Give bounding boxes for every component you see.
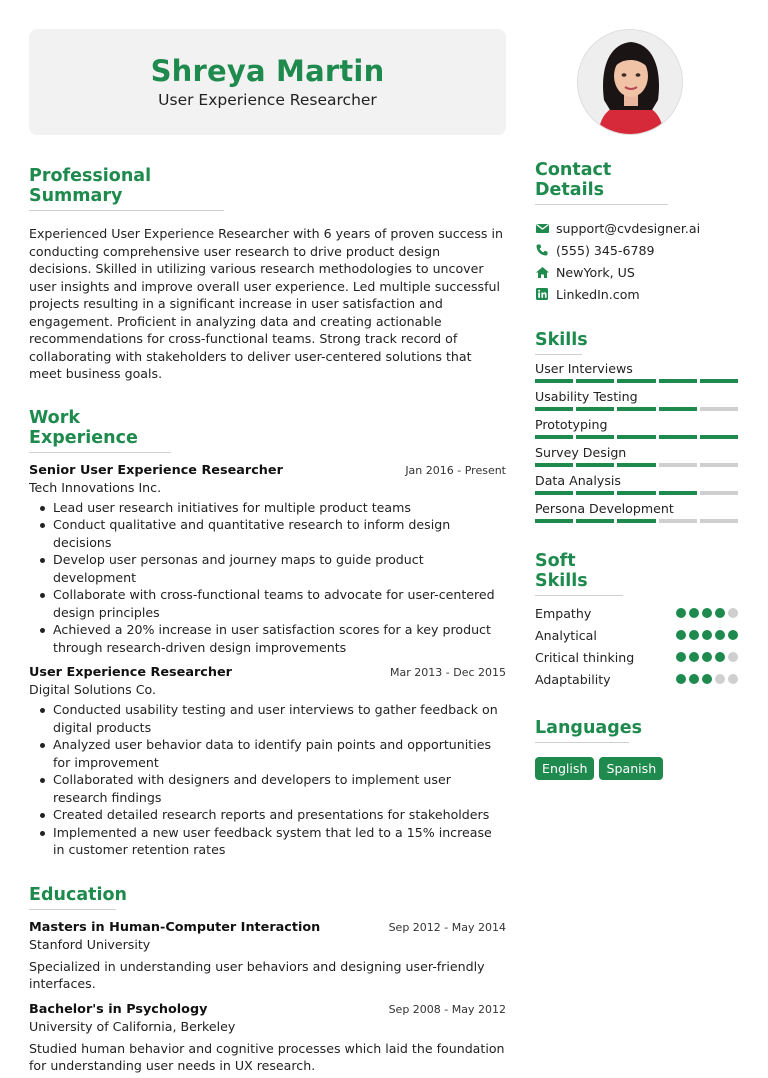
rating-dot-empty (728, 652, 738, 662)
education-degree: Bachelor's in Psychology (29, 1001, 208, 1017)
skill-segment-filled (535, 491, 573, 495)
language-badge: Spanish (599, 757, 663, 780)
skill-segment-filled (659, 435, 697, 439)
candidate-name: Shreya Martin (150, 54, 385, 88)
skill-segment-filled (576, 407, 614, 411)
rating-dot-filled (676, 674, 686, 684)
skill-segment-filled (576, 435, 614, 439)
contact-email-text[interactable]: support@cvdesigner.ai (556, 220, 701, 236)
skill-item (535, 417, 738, 439)
education-school: University of California, Berkeley (29, 1018, 236, 1034)
skill-name: Persona Development (535, 501, 674, 516)
rating-dot-filled (689, 674, 699, 684)
education-school: Stanford University (29, 936, 151, 952)
contact-heading: Contact Details (535, 160, 668, 205)
job-dates: Mar 2013 - Dec 2015 (390, 666, 506, 679)
contact-location-text: NewYork, US (556, 264, 635, 280)
linkedin-icon (535, 287, 549, 301)
skill-name: Usability Testing (535, 389, 638, 404)
contact-linkedin (535, 283, 738, 305)
skills-list (535, 361, 738, 523)
job-bullet: Collaborated with designers and developers to implement user research findings (29, 771, 506, 806)
job-bullet: Lead user research initiatives for multiple product teams (29, 499, 506, 517)
soft-skill-name: Empathy (535, 605, 592, 621)
skill-item (535, 501, 738, 523)
contact-list (535, 217, 738, 305)
skill-segment-filled (700, 435, 738, 439)
job-company: Digital Solutions Co. (29, 682, 156, 697)
skill-segment-filled (576, 491, 614, 495)
rating-dot-filled (715, 630, 725, 640)
skill-item (535, 389, 738, 411)
job-bullet: Conducted usability testing and user interviews to gather feedback on digital products (29, 701, 506, 736)
languages-heading: Languages (535, 718, 629, 743)
skill-level-bar (535, 379, 738, 383)
job-dates: Jan 2016 - Present (405, 463, 506, 477)
soft-skill-name: Critical thinking (535, 649, 635, 665)
skill-segment-filled (535, 519, 573, 523)
skill-level-bar (535, 435, 738, 439)
soft-skill-item (535, 624, 738, 646)
rating-dot-filled (702, 630, 712, 640)
soft-skills-heading: Soft Skills (535, 551, 623, 596)
sidebar-column (535, 160, 738, 780)
job-bullet: Develop user personas and journey maps to guide product development (29, 551, 506, 586)
header-box (29, 29, 506, 135)
job-entry (29, 665, 506, 859)
experience-heading: Work Experience (29, 408, 171, 453)
skill-segment-empty (700, 463, 738, 467)
skill-segment-empty (700, 491, 738, 495)
job-bullet: Achieved a 20% increase in user satisfaction scores for a key product through research-driven design improvements (29, 621, 506, 656)
rating-dot-filled (689, 608, 699, 618)
skill-segment-empty (659, 463, 697, 467)
soft-skill-rating (676, 652, 738, 662)
contact-location (535, 261, 738, 283)
profile-photo (577, 29, 683, 135)
skill-segment-filled (659, 407, 697, 411)
contact-phone-text[interactable]: (555) 345-6789 (556, 242, 655, 258)
education-dates: Sep 2008 - May 2012 (388, 1002, 506, 1016)
soft-skill-item (535, 668, 738, 690)
skill-segment-empty (700, 407, 738, 411)
skill-segment-filled (617, 407, 655, 411)
rating-dot-filled (702, 674, 712, 684)
rating-dot-filled (715, 652, 725, 662)
soft-skill-rating (676, 630, 738, 640)
soft-skill-rating (676, 608, 738, 618)
skill-name: User Interviews (535, 361, 633, 376)
skill-segment-filled (617, 379, 655, 383)
candidate-title: User Experience Researcher (158, 91, 377, 109)
summary-text: Experienced User Experience Researcher with 6 years of proven success in conducting comprehensive user research to drive product design decisions. Skilled in utilizing various research methodologies to uncover user insights and improve overall user experience. Led multiple successful projects resulting in a significant increase in user satisfaction and engagement. Proficient in analyzing data and creating actionable recommendations for cross-functional teams. Strong track record of collaborating with stakeholders to deliver user-centered solutions that meet business goals. (29, 226, 503, 381)
skill-name: Data Analysis (535, 473, 621, 488)
rating-dot-filled (676, 630, 686, 640)
skill-segment-filled (535, 435, 573, 439)
skill-segment-filled (617, 519, 655, 523)
rating-dot-filled (676, 608, 686, 618)
soft-skills-list (535, 602, 738, 690)
skill-segment-filled (535, 407, 573, 411)
skill-segment-filled (617, 435, 655, 439)
skill-segment-filled (659, 379, 697, 383)
job-entry (29, 463, 506, 657)
rating-dot-empty (728, 608, 738, 618)
rating-dot-filled (702, 608, 712, 618)
skill-segment-filled (535, 463, 573, 467)
soft-skill-name: Analytical (535, 627, 597, 643)
email-icon (535, 221, 549, 235)
job-bullet: Created detailed research reports and presentations for stakeholders (29, 806, 506, 824)
skill-item (535, 361, 738, 383)
contact-phone (535, 239, 738, 261)
rating-dot-filled (676, 652, 686, 662)
job-bullet: Implemented a new user feedback system that led to a 15% increase in customer retention rates (29, 824, 506, 859)
skill-item (535, 445, 738, 467)
skill-level-bar (535, 463, 738, 467)
skill-segment-filled (700, 379, 738, 383)
education-degree: Masters in Human-Computer Interaction (29, 919, 321, 935)
education-description: Studied human behavior and cognitive processes which laid the foundation for understanding user needs in UX research. (29, 1040, 505, 1073)
summary-heading: Professional Summary (29, 166, 224, 211)
rating-dot-filled (728, 630, 738, 640)
job-company: Tech Innovations Inc. (29, 479, 162, 495)
skill-name: Survey Design (535, 445, 627, 460)
contact-linkedin-text[interactable]: LinkedIn.com (556, 286, 640, 302)
skill-segment-filled (617, 463, 655, 467)
rating-dot-filled (689, 630, 699, 640)
job-bullet: Collaborate with cross-functional teams to advocate for user-centered design principles (29, 586, 506, 621)
skill-segment-filled (576, 379, 614, 383)
education-dates: Sep 2012 - May 2014 (388, 920, 506, 934)
skills-heading: Skills (535, 330, 582, 355)
education-entry (29, 920, 506, 993)
phone-icon (535, 243, 549, 257)
contact-email (535, 217, 738, 239)
skill-level-bar (535, 519, 738, 523)
job-role: User Experience Researcher (29, 665, 232, 680)
skill-segment-filled (659, 491, 697, 495)
rating-dot-filled (689, 652, 699, 662)
skill-item (535, 473, 738, 495)
rating-dot-filled (715, 608, 725, 618)
soft-skill-name: Adaptability (535, 671, 611, 687)
job-bullets (29, 499, 506, 657)
soft-skill-rating (676, 674, 738, 684)
skill-segment-empty (700, 519, 738, 523)
languages-list (535, 757, 738, 780)
skill-segment-filled (617, 491, 655, 495)
skill-name: Prototyping (535, 417, 608, 432)
job-bullet: Conduct qualitative and quantitative research to inform design decisions (29, 516, 506, 551)
skill-level-bar (535, 407, 738, 411)
rating-dot-empty (728, 674, 738, 684)
skill-segment-filled (576, 463, 614, 467)
skill-segment-filled (576, 519, 614, 523)
job-bullets (29, 701, 506, 859)
home-icon (535, 265, 549, 279)
skill-level-bar (535, 491, 738, 495)
skill-segment-empty (659, 519, 697, 523)
education-description: Specialized in understanding user behaviors and designing user-friendly interfaces. (29, 958, 485, 991)
language-badge: English (535, 757, 594, 780)
job-bullet: Analyzed user behavior data to identify pain points and opportunities for improvement (29, 736, 506, 771)
rating-dot-empty (715, 674, 725, 684)
job-role: Senior User Experience Researcher (29, 462, 283, 478)
profile-photo-illustration (578, 30, 683, 135)
skill-segment-filled (535, 379, 573, 383)
education-heading: Education (29, 885, 116, 910)
soft-skill-item (535, 646, 738, 668)
soft-skill-item (535, 602, 738, 624)
education-entry (29, 1002, 506, 1075)
main-column (29, 166, 506, 1075)
rating-dot-filled (702, 652, 712, 662)
